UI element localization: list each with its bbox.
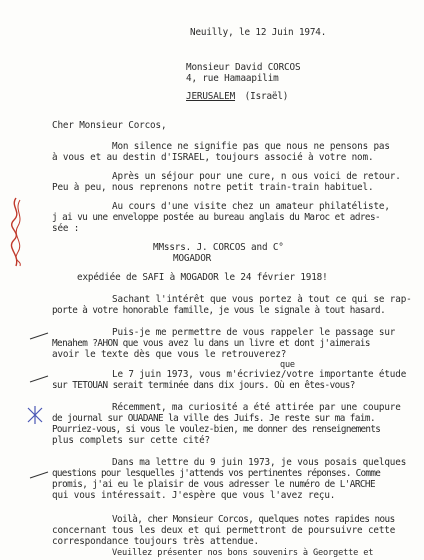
paragraph-line: à vous et au destin d'ISRAEL, toujours associé à votre nom. [52, 152, 374, 163]
margin-asterisk-mark [24, 404, 46, 426]
paragraph-line: sur TETOUAN serait terminée dans dix jours. Où en êtes-vous? [52, 380, 355, 391]
paragraph-line: Après un séjour pour une cure, n ous voici de retour. [112, 171, 401, 182]
paragraph-line: questions pour lesquelles j'attends vos pertinentes réponses. Comme [52, 468, 381, 479]
salutation: Cher Monsieur Corcos, [52, 120, 167, 131]
paragraph-line: porte à votre honorable famille, je vous le signale à tout hasard. [52, 305, 386, 316]
red-margin-scribble [4, 196, 30, 268]
margin-check-mark [28, 374, 50, 384]
recipient-city: JERUSALEM [186, 91, 236, 102]
paragraph-line: Mon silence ne signifie pas que nous ne pensons pas [112, 141, 390, 152]
paragraph-line: correspondance toujours très attendue. [52, 536, 259, 547]
paragraph-line: qui vous intéressait. J'espère que vous l'avez reçu. [52, 490, 336, 501]
paragraph-line: Veuillez présenter nos bons souvenirs à Georgette et [112, 548, 374, 558]
paragraph-line: j ai vu une enveloppe postée au bureau anglais du Maroc et adres- [52, 212, 381, 223]
paragraph-line: de journal sur OUADANE la ville des Juifs. Je reste sur ma faim. [52, 413, 376, 424]
handwritten-insert: que [280, 360, 295, 370]
envelope-address-line: MMssrs. J. CORCOS and C° [153, 242, 284, 253]
paragraph-line: Menahem ?AHON que vous avez lu dans un livre et dont j'aimerais [52, 338, 370, 349]
margin-check-mark [28, 331, 50, 341]
recipient-country: (Israël) [244, 91, 289, 102]
recipient-city-line [186, 84, 288, 103]
paragraph-line: plus complets sur cette cité? [52, 435, 210, 446]
paragraph-line: Pourriez-vous, si vous le voulez-bien, me donner des renseignements [52, 424, 381, 435]
paragraph-line: Peu à peu, nous reprenons notre petit train-train habituel. [52, 182, 374, 193]
paragraph-line: Dans ma lettre du 9 juin 1973, je vous posais quelques [112, 457, 407, 468]
recipient-street: 4, rue Hamaapilim [186, 73, 279, 84]
paragraph-line: concernant tous les deux et qui permettront de poursuivre cette [52, 525, 396, 536]
paragraph-line: Sachant l'intérêt que vous portez à tout ce qui se rap- [112, 294, 412, 305]
paragraph-line: avoir le texte dès que vous le retrouverez? [52, 349, 287, 360]
paragraph-line: Récemment, ma curiosité a été attirée par une coupure [112, 402, 401, 413]
envelope-address-line: MOGADOR [173, 253, 212, 264]
place-date: Neuilly, le 12 Juin 1974. [190, 27, 327, 38]
paragraph-line: Puis-je me permettre de vous rappeler le passage sur [112, 327, 396, 338]
paragraph-line: sée : [52, 223, 80, 234]
paragraph-line: expédiée de SAFI à MOGADOR le 24 février 1918! [77, 272, 328, 283]
paragraph-line: promis, j'ai eu le plaisir de vous adresser le numéro de L'ARCHE [52, 479, 376, 490]
paragraph-line: Voilà, cher Monsieur Corcos, quelques notes rapides nous [112, 514, 395, 525]
recipient-name: Monsieur David CORCOS [186, 62, 301, 73]
paragraph-line: Le 7 juin 1973, vous m'écriviez/votre importante étude [112, 369, 407, 380]
margin-check-mark [28, 470, 50, 480]
paragraph-line: Au cours d'une visite chez un amateur philatéliste, [112, 201, 390, 212]
